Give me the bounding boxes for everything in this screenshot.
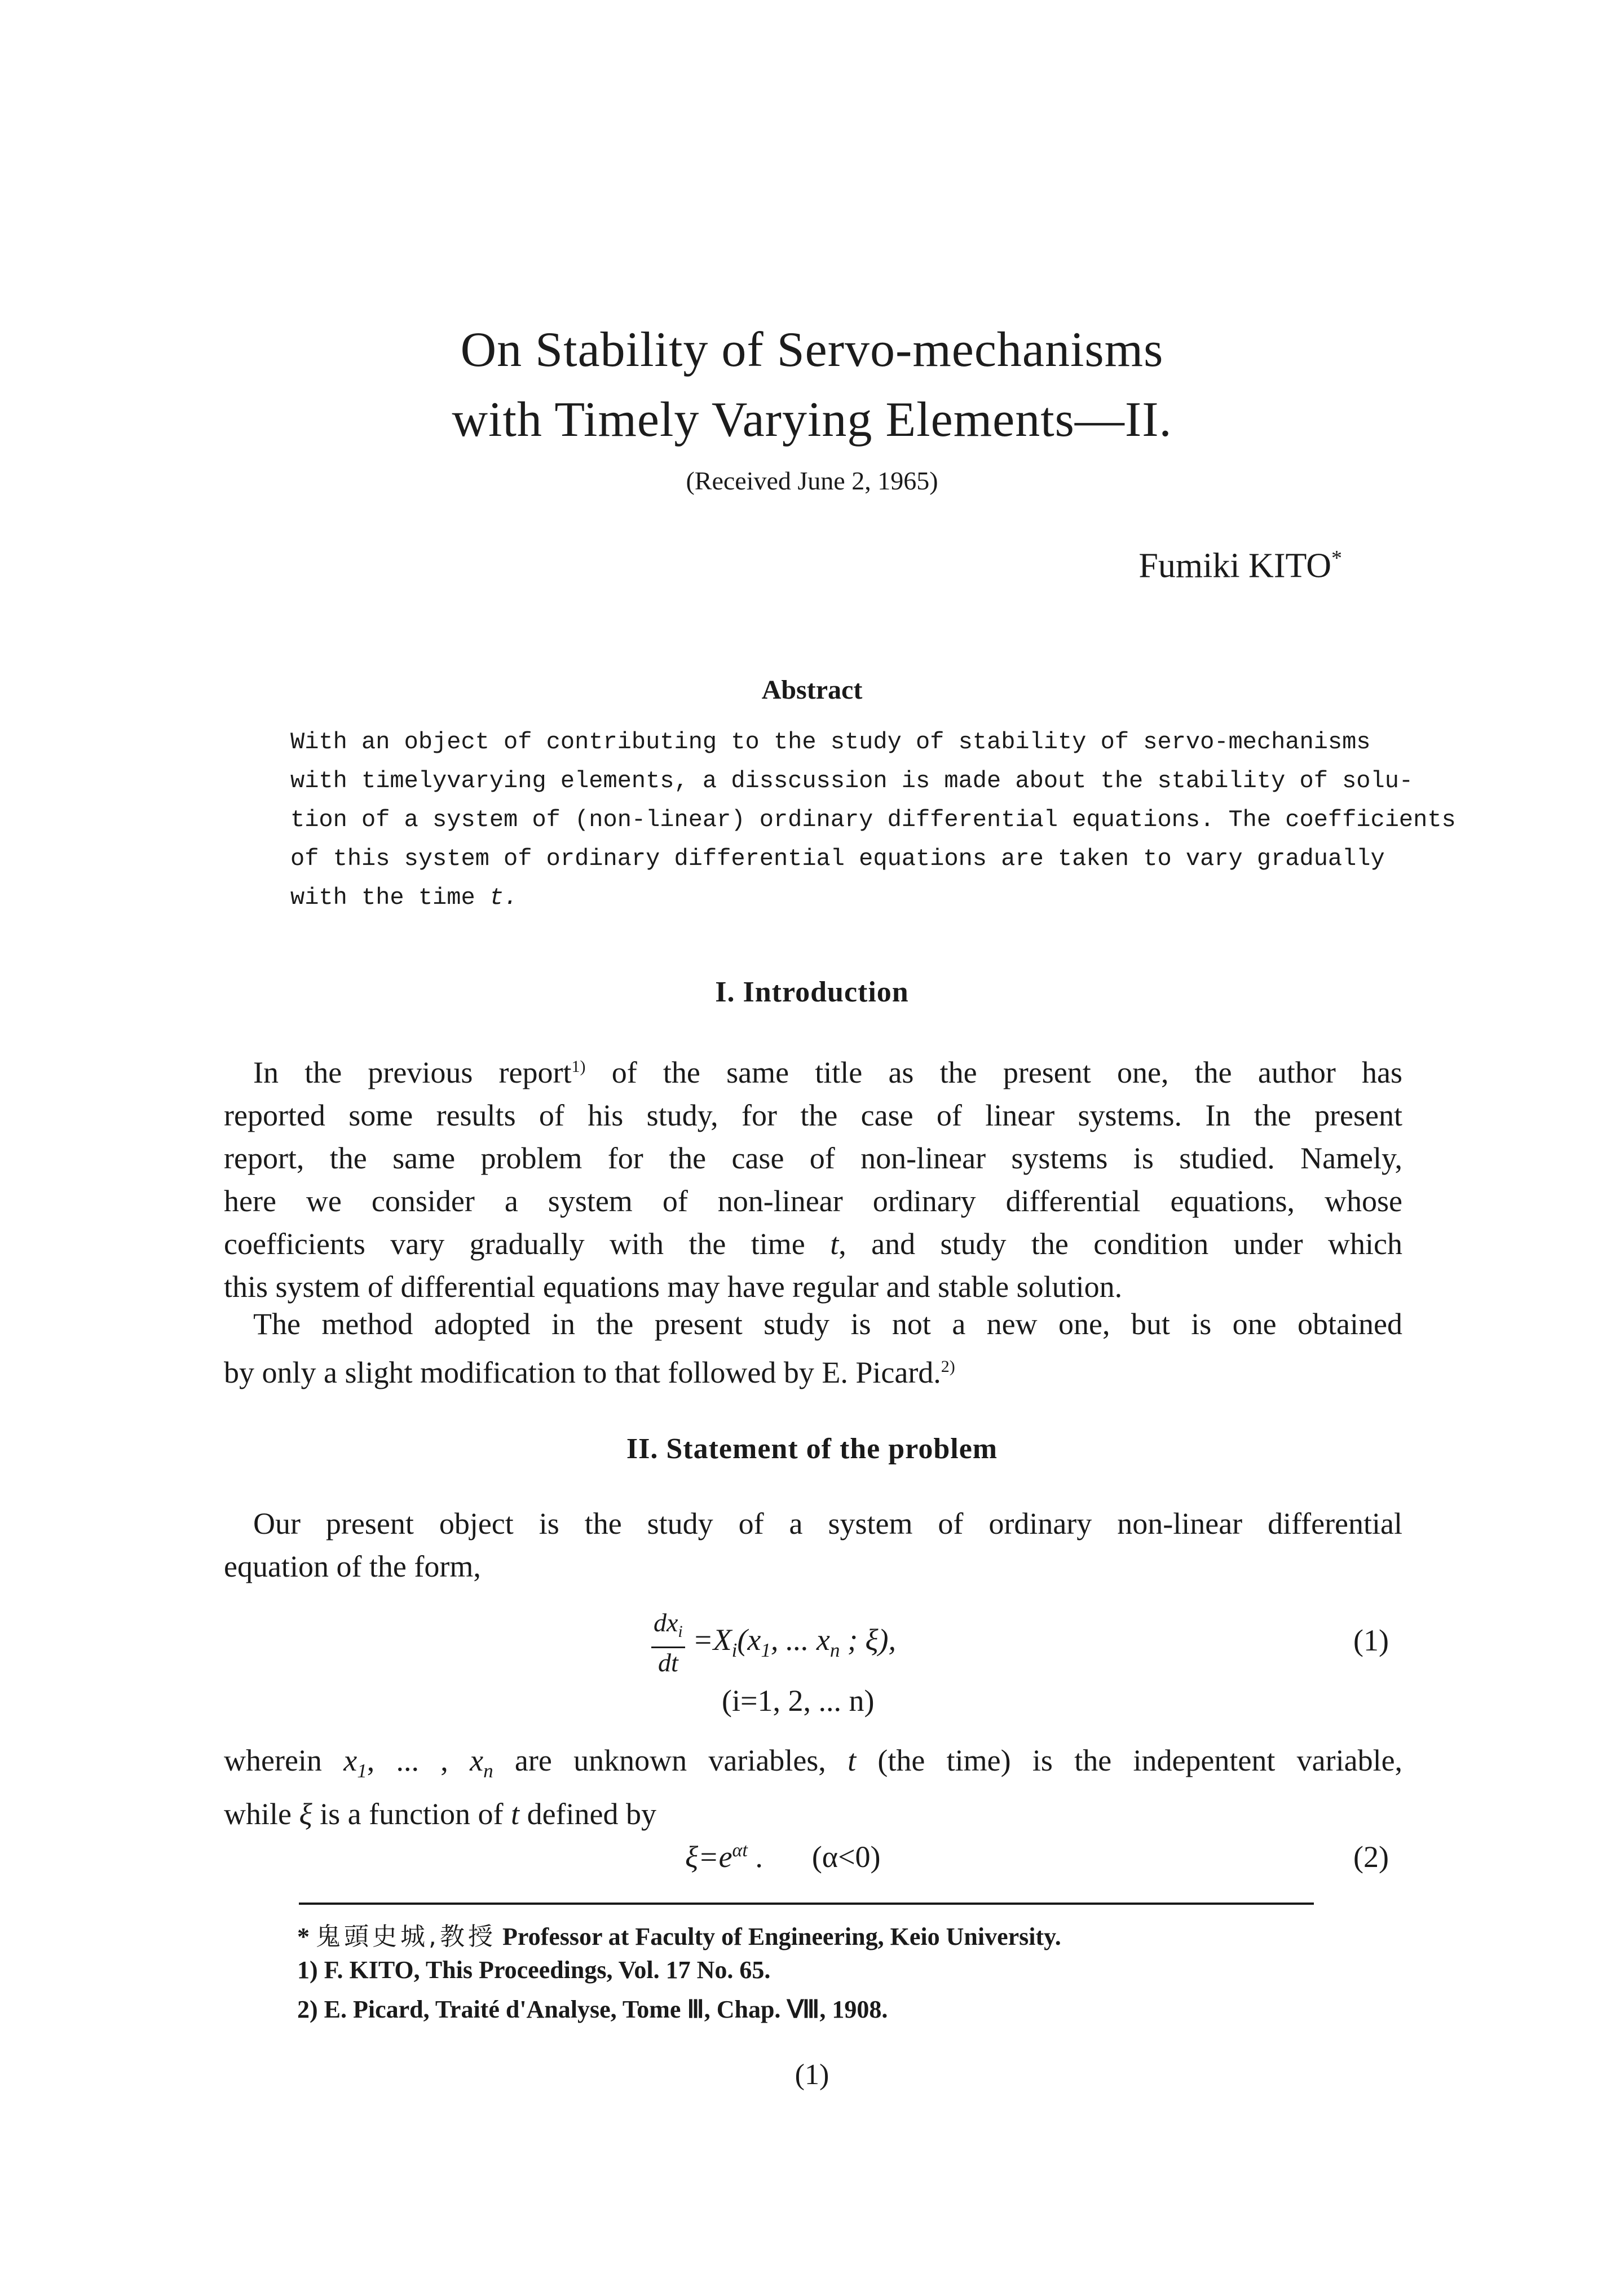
line-text: (the time) is the indepentent variable,: [877, 1743, 1403, 1777]
eq1-fraction: [651, 1608, 685, 1678]
page-number: (1): [795, 2059, 829, 2091]
eq2-condition: (α<0): [811, 1840, 881, 1874]
line-text: defined by: [527, 1797, 656, 1831]
var-xi: ξ: [299, 1797, 312, 1831]
var-x1: [343, 1743, 367, 1782]
paragraph-line: The method adopted in the present study is not a new one, but is one obtained: [253, 1307, 1402, 1341]
x1-sub: 1: [357, 1759, 367, 1782]
eq2-dot: .: [747, 1840, 763, 1874]
equation-1-range: (i=1, 2, ... n): [722, 1684, 875, 1718]
equation-2-label: (2): [1353, 1840, 1389, 1874]
eq1-X-sub: i: [731, 1639, 738, 1661]
paragraph-line: [224, 1222, 1402, 1265]
footnote-mark: *: [297, 1923, 310, 1950]
abstract-heading: Abstract: [761, 675, 863, 705]
footnote-author: [297, 1916, 1061, 1952]
line-text: wherein: [224, 1743, 322, 1777]
var-t: t: [848, 1743, 857, 1777]
xn-sub: n: [483, 1759, 493, 1782]
footnote-divider: [299, 1903, 1314, 1905]
paragraph-line: [224, 1345, 1402, 1394]
statement-paragraph-1: [224, 1502, 1402, 1588]
abstract-line: With an object of contributing to the study of stability of servo-mechanisms: [290, 729, 1371, 756]
eq2-exponent: αt: [732, 1840, 748, 1861]
eq1-sub-i: i: [678, 1622, 683, 1641]
paragraph-line: here we consider a system of non-linear ordinary differential equations, whose: [224, 1184, 1402, 1218]
footnote-1: [297, 1956, 770, 1984]
footnote-text: E. Picard, Traité d'Analyse, Tome Ⅲ, Chap. Ⅷ, 1908.: [324, 1996, 888, 2023]
ref-2-mark: 2): [941, 1357, 955, 1376]
eq1-X: =X: [692, 1622, 732, 1657]
paragraph-line: [224, 1739, 1402, 1793]
footnote-text: Professor at Faculty of Engineering, Keio University.: [502, 1923, 1061, 1950]
paragraph-line: [224, 1793, 1402, 1835]
line-text: are unknown variables,: [514, 1743, 826, 1777]
paragraph-line: reported some results of his study, for the case of linear systems. In the present: [224, 1098, 1402, 1132]
eq1-x1-sub: 1: [761, 1639, 771, 1661]
line-text: coefficients vary gradually with the time: [224, 1227, 805, 1261]
footnote-text: F. KITO, This Proceedings, Vol. 17 No. 65.: [324, 1956, 771, 1984]
author-mark: *: [1331, 546, 1342, 570]
statement-paragraph-2: [224, 1739, 1402, 1835]
eq2-lhs: ξ=e: [685, 1840, 732, 1874]
footnote-2: [297, 1995, 888, 2024]
line-text: by only a slight modification to that followed by E. Picard.: [224, 1356, 941, 1389]
title-line-1: On Stability of Servo-mechanisms: [460, 323, 1164, 377]
footnote-mark: 2): [297, 1996, 318, 2023]
eq1-dx: dx: [654, 1608, 678, 1637]
eq1-args: (x: [737, 1622, 761, 1657]
author-name: Fumiki KITO: [1138, 546, 1331, 585]
equation-1: [651, 1608, 896, 1678]
eq1-args-tail2: ; ξ),: [840, 1622, 897, 1657]
received-date: (Received June 2, 1965): [686, 466, 938, 495]
eq1-args-tail: , ... x: [770, 1622, 830, 1657]
line-text: of the same title as the present one, the author has: [611, 1056, 1402, 1089]
equation-1-label: (1): [1353, 1623, 1389, 1657]
paragraph-line: Our present object is the study of a system of ordinary non-linear differential: [253, 1507, 1402, 1541]
paragraph-line: equation of the form,: [224, 1550, 481, 1583]
line-text: is a function of: [320, 1797, 504, 1831]
title-line-2: with Timely Varying Elements—II.: [452, 392, 1172, 447]
eq1-xn-sub: n: [829, 1639, 840, 1661]
section-heading-statement: II. Statement of the problem: [626, 1433, 998, 1465]
intro-paragraph-2: [224, 1303, 1402, 1394]
var-t: t: [830, 1227, 839, 1261]
author: [1138, 546, 1342, 586]
var-t: t: [511, 1797, 520, 1831]
abstract-line-last: [290, 879, 1328, 917]
footnote-kanji: 鬼頭史城,教授: [316, 1922, 496, 1951]
footnote-mark: 1): [297, 1956, 318, 1984]
paragraph-line: report, the same problem for the case of non-linear systems is studied. Namely,: [224, 1141, 1402, 1175]
equation-2: [685, 1839, 881, 1874]
paragraph-line: [224, 1045, 1402, 1094]
line-text: , and study the condition under which: [839, 1227, 1403, 1261]
abstract-line-text: with the time: [290, 884, 475, 911]
eq1-numerator: [651, 1608, 685, 1648]
paragraph-line: this system of differential equations may have regular and stable solution.: [224, 1270, 1123, 1304]
x1-base: x: [343, 1743, 358, 1777]
eq1-denominator: dt: [657, 1648, 678, 1678]
abstract-var-t: t.: [489, 884, 518, 911]
abstract-body: [290, 723, 1456, 917]
ref-1-mark: 1): [571, 1057, 586, 1076]
abstract-line: of this system of ordinary differential equations are taken to vary gradually: [290, 845, 1385, 872]
line-text: while: [224, 1797, 292, 1831]
xn-base: x: [470, 1743, 484, 1777]
abstract-line: with timelyvarying elements, a disscussion is made about the stability of solu-: [290, 767, 1414, 794]
abstract-line: tion of a system of (non-linear) ordinary differential equations. The coefficients: [290, 806, 1456, 833]
var-xn: [470, 1743, 493, 1782]
intro-paragraph-1: [224, 1045, 1402, 1308]
line-text: In the previous report: [253, 1056, 572, 1089]
eq1-rhs: [692, 1622, 897, 1661]
inline-dots: , ... ,: [367, 1743, 470, 1777]
section-heading-introduction: I. Introduction: [715, 976, 909, 1008]
